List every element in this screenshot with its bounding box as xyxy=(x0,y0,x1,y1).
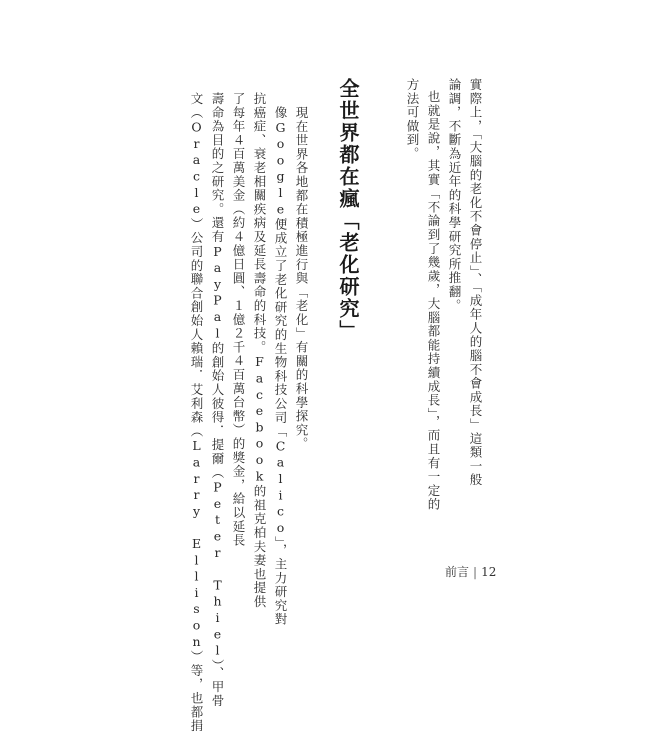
intro-line-1: 實際上，「大腦的老化不會停止」、「成年人的腦不會成長」這類一般 xyxy=(468,78,483,488)
intro-line-3: 也就是說，其實「不論到了幾歲，大腦都能持續成長」，而且有一定的 xyxy=(426,90,441,512)
section-line-6: 文（Oracle）公司的聯合創始人賴瑞．艾利森（Larry Ellison）等，也都捐 xyxy=(189,92,204,733)
section-line-5: 壽命為目的之研究。還有PayPal的創始人彼得．提爾（Peter Thiel）、甲骨 xyxy=(210,92,225,708)
page-number: 12 xyxy=(481,565,497,579)
section-line-2: 像Google便成立了老化研究的生物科技公司「Calico」，主力研究對 xyxy=(273,106,288,627)
intro-line-4: 方法可做到。 xyxy=(405,78,420,161)
intro-line-2: 論調，不斷為近年的科學研究所推翻。 xyxy=(447,78,462,313)
page-footer xyxy=(445,563,496,580)
section-line-1: 現在世界各地都在積極進行與「老化」有關的科學探究。 xyxy=(294,106,309,451)
footer-section-label: 前言 xyxy=(445,565,470,579)
section-heading: 全世界都在瘋「老化研究」 xyxy=(336,78,360,342)
section-line-4: 了每年４百萬美金（約４億日圓、１億２千４百萬台幣）的獎金，給以延長 xyxy=(231,92,246,548)
footer-separator: | xyxy=(473,565,478,579)
section-line-3: 抗癌症、衰老相關疾病及延長壽命的科技。Facebook的祖克柏夫妻也提供 xyxy=(252,92,267,609)
